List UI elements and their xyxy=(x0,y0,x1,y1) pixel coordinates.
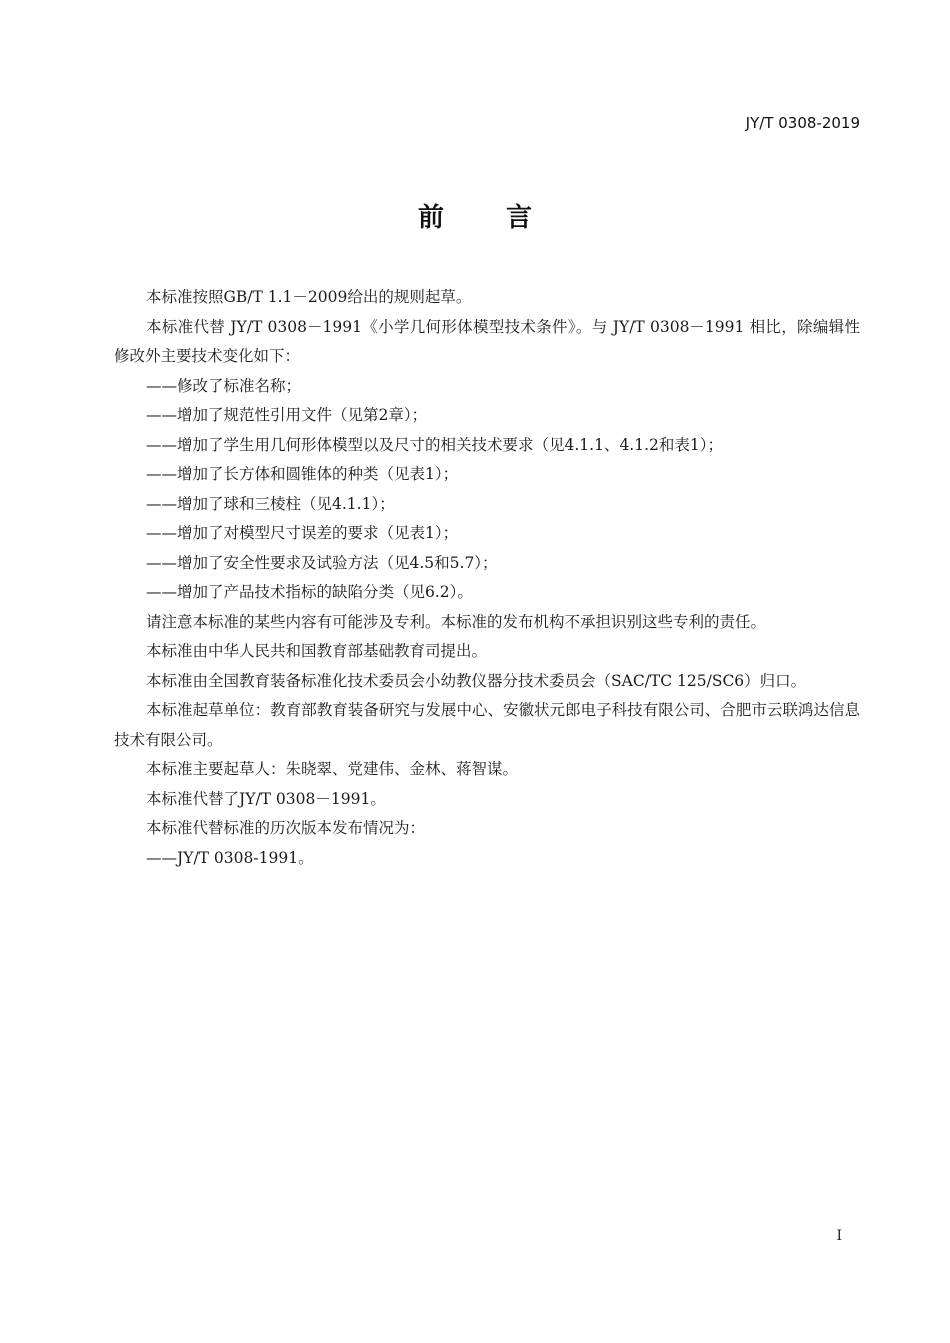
change-item: ——增加了对模型尺寸误差的要求（见表1）； xyxy=(146,524,459,542)
foreword-body xyxy=(114,283,860,873)
history-item: ——JY/T 0308-1991。 xyxy=(146,848,314,867)
paragraph-drafters: 本标准主要起草人：朱晓翠、党建伟、金林、蒋智谋。 xyxy=(146,760,519,778)
change-item: ——增加了安全性要求及试验方法（见4.5和5.7）； xyxy=(146,553,498,572)
change-item: ——增加了规范性引用文件（见第2章）； xyxy=(146,406,428,424)
paragraph-drafting-units: 本标准起草单位：教育部教育装备研究与发展中心、安徽状元郎电子科技有限公司、合肥市云联鸿达信息技术有限公司。 xyxy=(114,701,860,749)
paragraph-history-intro: 本标准代替标准的历次版本发布情况为： xyxy=(146,819,426,837)
page-number: I xyxy=(836,1228,842,1244)
change-item: ——增加了学生用几何形体模型以及尺寸的相关技术要求（见4.1.1、4.1.2和表1）； xyxy=(146,435,723,454)
change-item: ——增加了球和三棱柱（见4.1.1）； xyxy=(146,494,395,513)
change-item: ——增加了长方体和圆锥体的种类（见表1）； xyxy=(146,465,459,483)
paragraph-proposer: 本标准由中华人民共和国教育部基础教育司提出。 xyxy=(146,642,488,660)
paragraph-drafting-rule: 本标准按照GB/T 1.1－2009给出的规则起草。 xyxy=(146,288,472,306)
change-item: ——修改了标准名称； xyxy=(146,376,302,395)
paragraph-replaced: 本标准代替了JY/T 0308－1991。 xyxy=(146,789,386,808)
paragraph-patent-notice: 请注意本标准的某些内容有可能涉及专利。本标准的发布机构不承担识别这些专利的责任。 xyxy=(146,612,767,631)
paragraph-replacement: 本标准代替 JY/T 0308－1991《小学几何形体模型技术条件》。与 JY/T 0308－1991 相比，除编辑性修改外主要技术变化如下： xyxy=(114,317,860,365)
standard-code: JY/T 0308-2019 xyxy=(745,114,860,132)
change-item: ——增加了产品技术指标的缺陷分类（见6.2）。 xyxy=(146,583,473,601)
page-title: 前言 xyxy=(417,203,594,233)
paragraph-committee: 本标准由全国教育装备标准化技术委员会小幼教仪器分技术委员会（SAC/TC 125/SC6）归口。 xyxy=(146,671,807,690)
